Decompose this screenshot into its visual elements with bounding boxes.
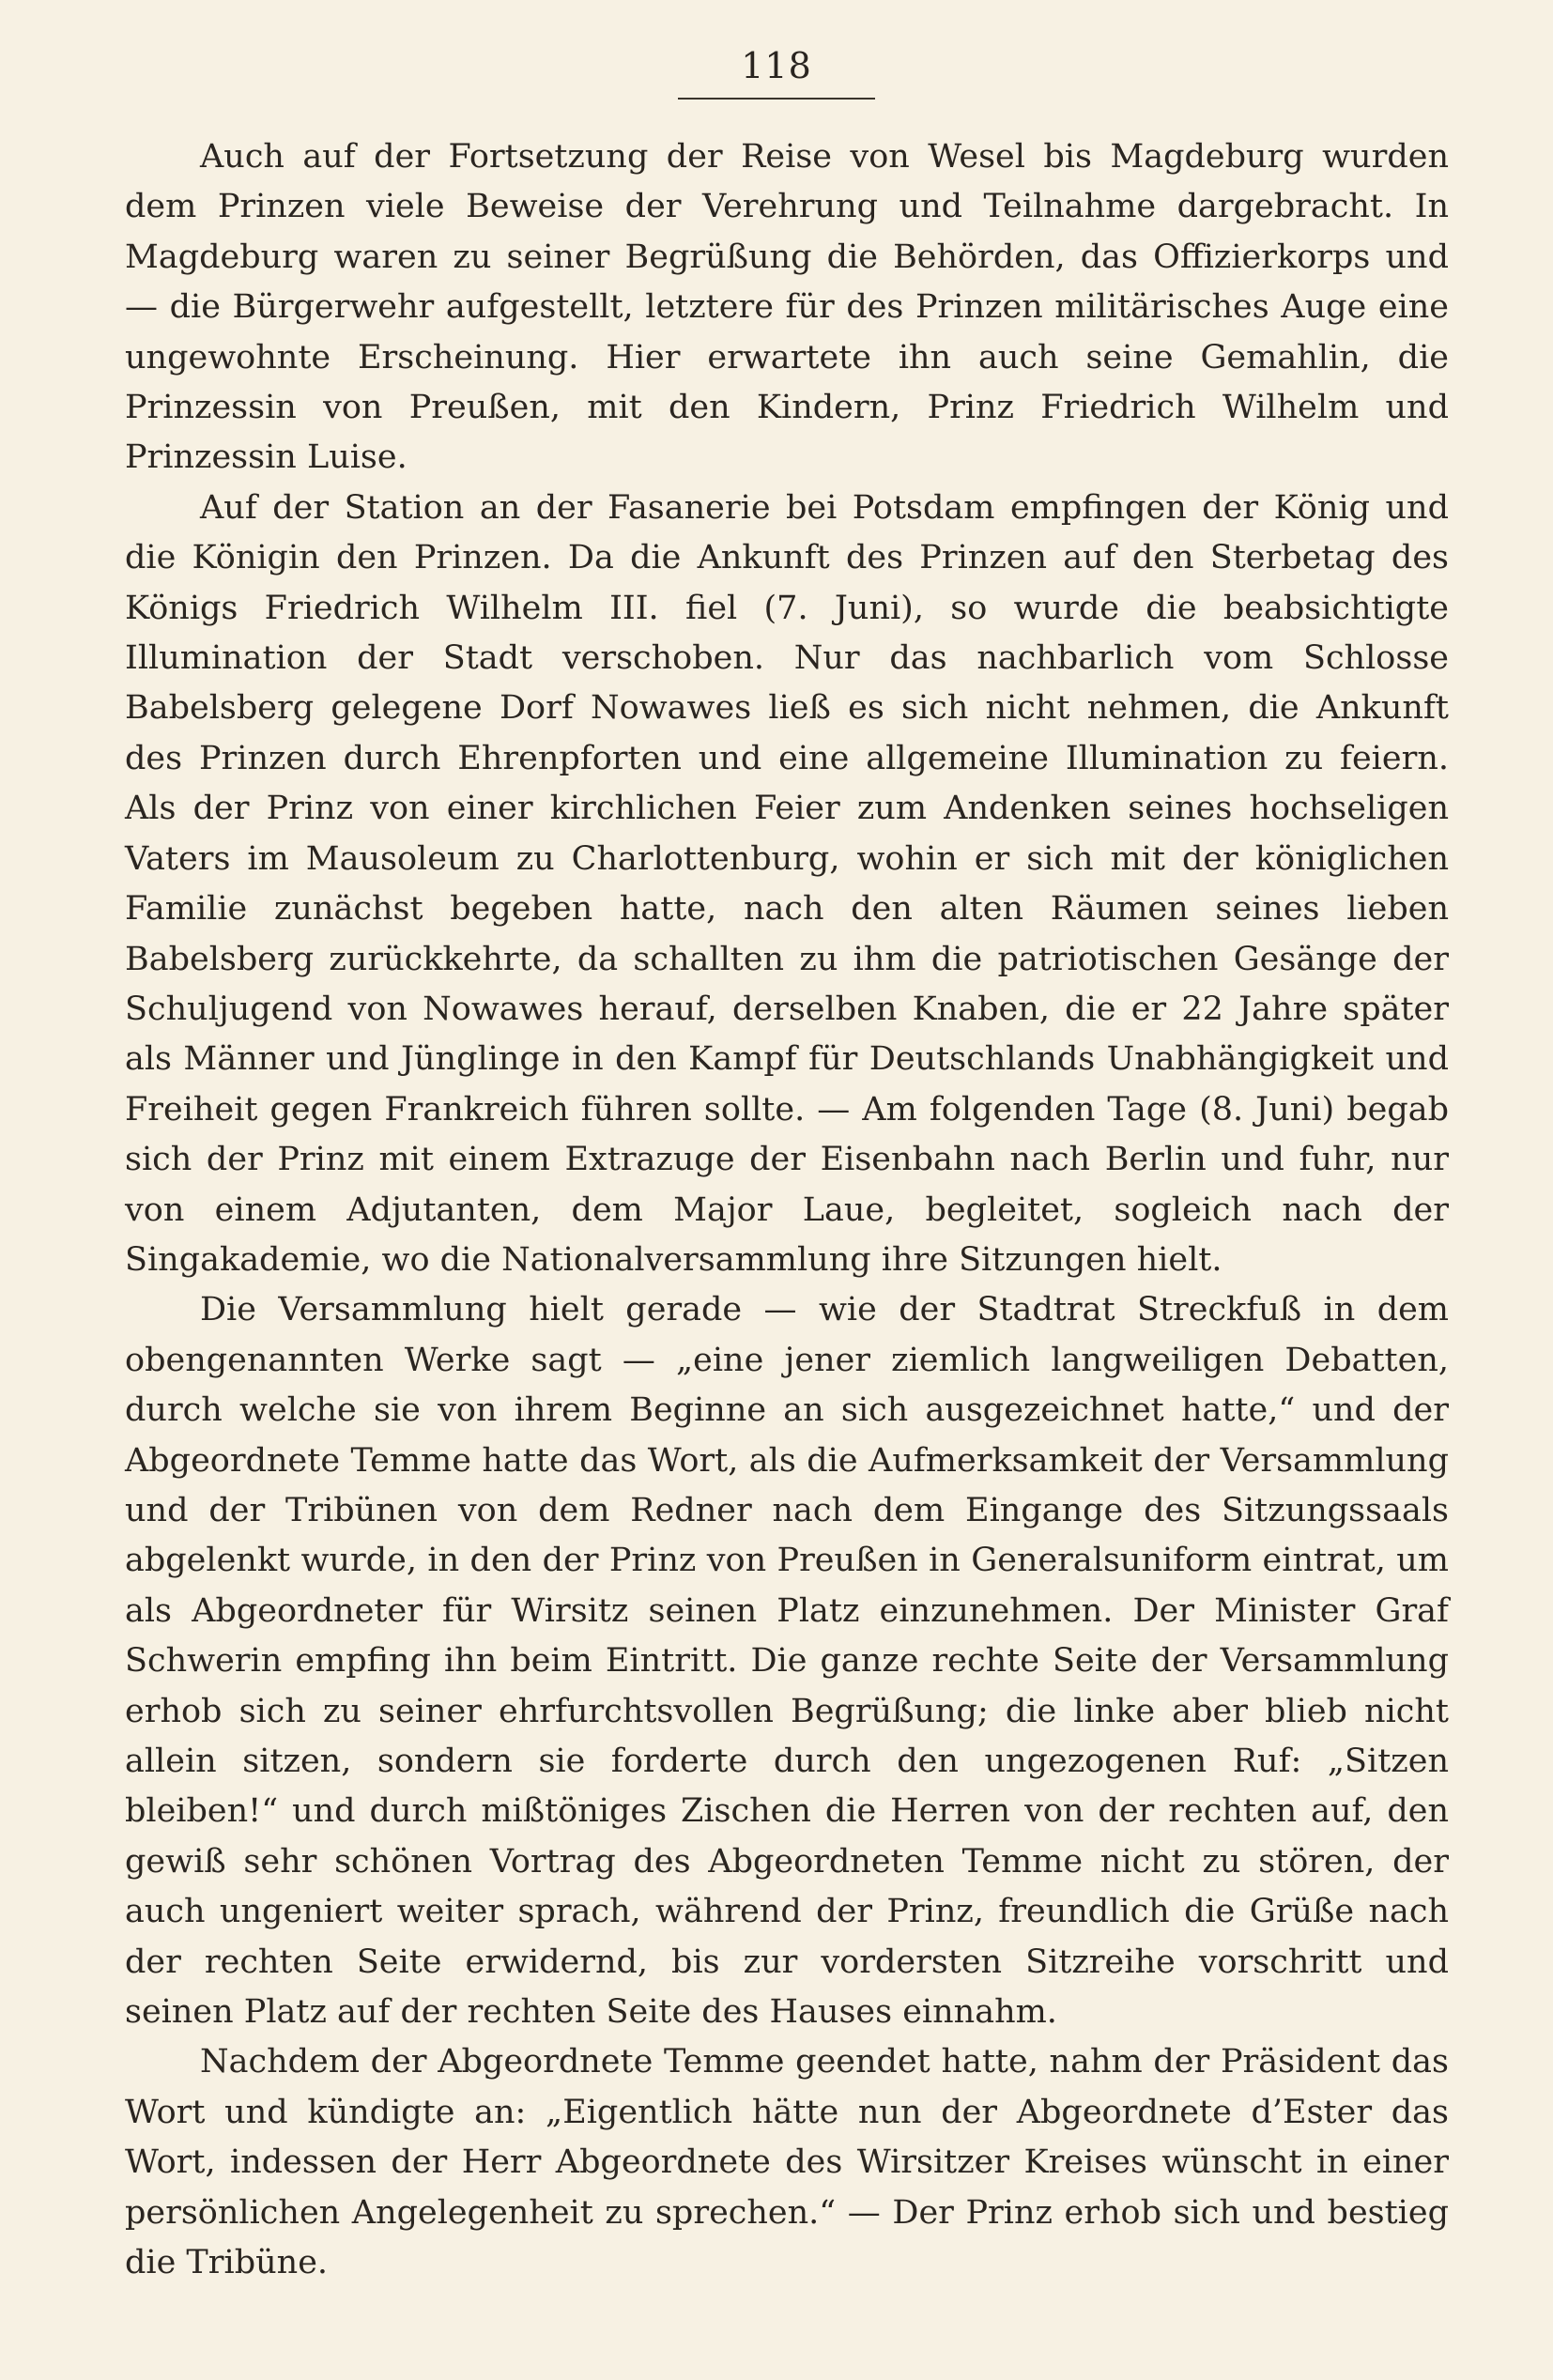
paragraph-4: Nachdem der Abgeordnete Temme geendet hatte, nahm der Präsident das Wort und kündigte an: „Eigentlich hätte nun der Abgeordnete d’Ester das Wort, indessen der Herr Abgeordnete des Wirsitzer Kreises wünscht in einer persönlichen Angelegenheit zu sprechen.“ — Der Prinz erhob sich und bestieg die Tribüne. — [125, 2043, 1449, 2282]
paragraph-2: Auf der Station an der Fasanerie bei Potsdam empfingen der König und die Königin den Prinzen. Da die Ankunft des Prinzen auf den Sterbetag des Königs Friedrich Wilhelm III. fiel (7. Juni), so wurde die beabsichtigte Illumination der Stadt verschoben. Nur das nachbarlich vom Schlosse Babelsberg gelegene Dorf Nowawes ließ es sich nicht nehmen, die Ankunft des Prinzen durch Ehrenpforten und eine allgemeine Illumination zu feiern. Als der Prinz von einer kirchlichen Feier zum Andenken seines hochseligen Vaters im Mausoleum zu Charlottenburg, wohin er sich mit der königlichen Familie zunächst begeben hatte, nach den alten Räumen seines lieben Babelsberg zurückkehrte, da schallten zu ihm die patriotischen Gesänge der Schuljugend von Nowawes herauf, derselben Knaben, die er 22 Jahre später als Männer und Jünglinge in den Kampf für Deutschlands Unabhängigkeit und Freiheit gegen Frankreich führen sollte. — Am folgenden Tage (8. Juni) begab sich der Prinz mit einem Extrazuge der Eisenbahn nach Berlin und fuhr, nur von einem Adjutanten, dem Major Laue, begleitet, sogleich nach der Singakademie, wo die Nationalversammlung ihre Sitzungen hielt. — [125, 488, 1449, 1279]
page-number: 118 — [741, 45, 812, 86]
paragraph-1: Auch auf der Fortsetzung der Reise von Wesel bis Magdeburg wurden dem Prinzen viele Beweise der Verehrung und Teilnahme dargebracht. In Magdeburg waren zu seiner Begrüßung die Behörden, das Offizierkorps und — die Bürgerwehr aufgestellt, letztere für des Prinzen militärisches Auge eine ungewohnte Erscheinung. Hier erwartete ihn auch seine Gemahlin, die Prinzessin von Preußen, mit den Kindern, Prinz Friedrich Wilhelm und Prinzessin Luise. — [125, 138, 1449, 477]
paragraph-3: Die Versammlung hielt gerade — wie der Stadtrat Streckfuß in dem obengenannten Werke sagt — „eine jener ziemlich langweiligen Debatten, durch welche sie von ihrem Beginne an sich ausgezeichnet hatte,“ und der Abgeordnete Temme hatte das Wort, als die Aufmerksamkeit der Versammlung und der Tribünen von dem Redner nach dem Eingange des Sitzungssaals abgelenkt wurde, in den der Prinz von Preußen in Generalsuniform eintrat, um als Abgeordneter für Wirsitz seinen Platz einzunehmen. Der Minister Graf Schwerin empfing ihn beim Eintritt. Die ganze rechte Seite der Versammlung erhob sich zu seiner ehrfurchtsvollen Begrüßung; die linke aber blieb nicht allein sitzen, sondern sie forderte durch den ungezogenen Ruf: „Sitzen bleiben!“ und durch mißtöniges Zischen die Herren von der rechten auf, den gewiß sehr schönen Vortrag des Abgeordneten Temme nicht zu stören, der auch ungeniert weiter sprach, während der Prinz, freundlich die Grüße nach der rechten Seite erwidernd, bis zur vordersten Sitzreihe vorschritt und seinen Platz auf der rechten Seite des Hauses einnahm. — [125, 1291, 1449, 2032]
header-rule — [678, 98, 875, 100]
body-text — [125, 132, 1449, 2288]
